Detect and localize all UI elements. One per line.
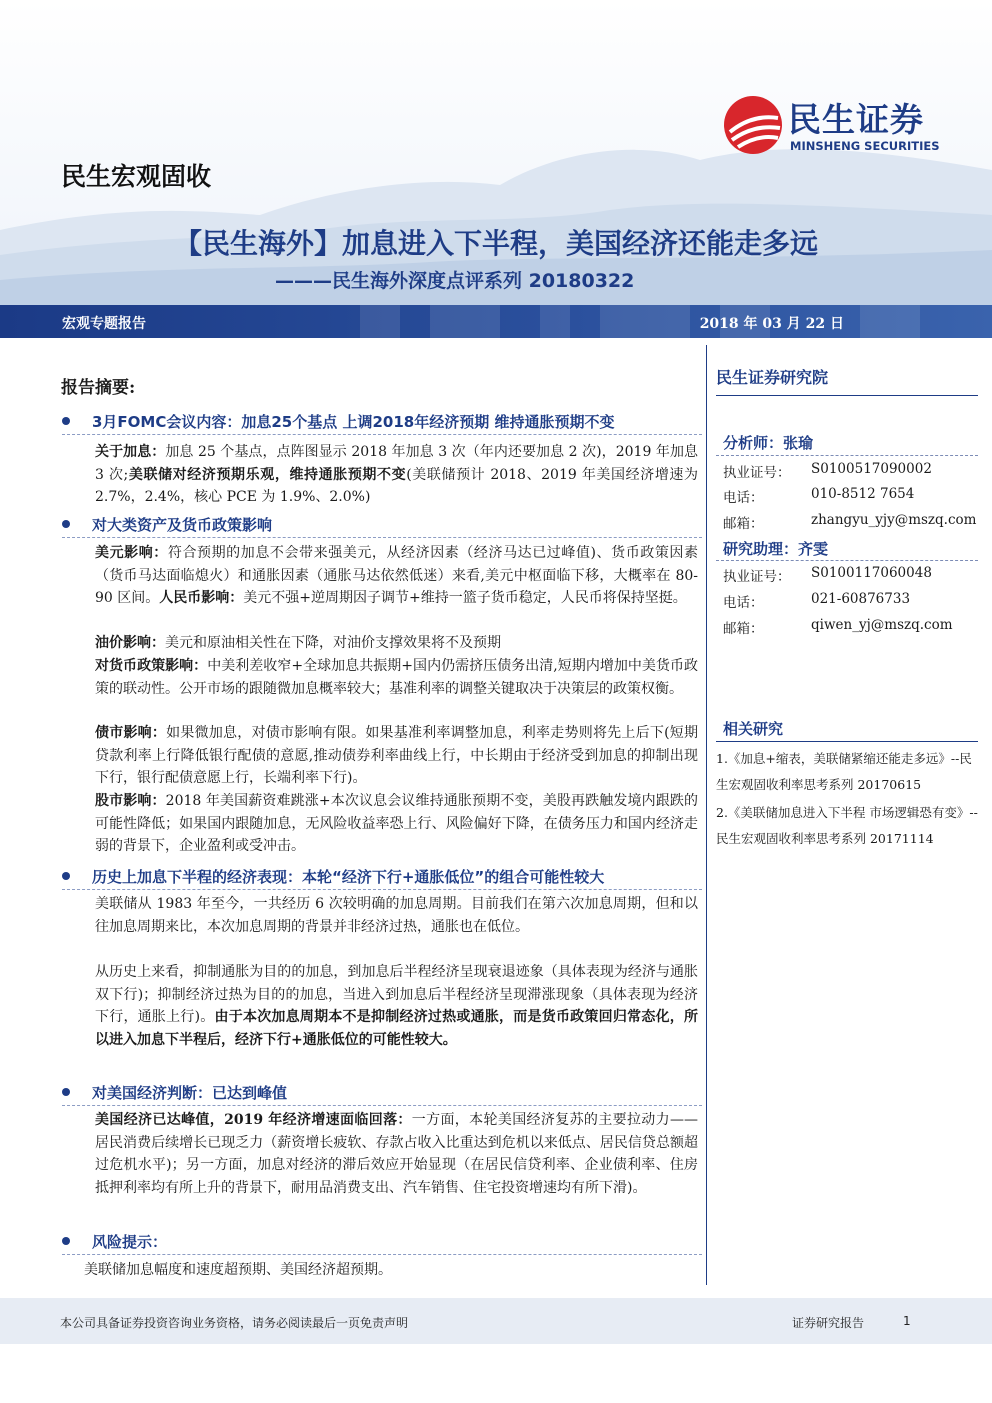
paragraph: 对货币政策影响：中美利差收窄+全球加息共振期+国内仍需挤压债务出清,短期内增加中美货币政策的联动性。公开市场的跟随微加息概率较大；基准利率的调整关键取决于决策层的政策权衡。 (95, 658, 698, 697)
paragraph: 从历史上来看，抑制通胀为目的的加息，到加息后半程经济呈现衰退迹象（具体表现为经济与通胀双下行)；抑制经济过热为目的的加息，当进入到加息后半程经济呈现滞涨现象（具体表现为经济下行，通胀上行)。由于本次加息周期本不是抑制经济过热或通胀，而是货币政策回归常态化，所以进入加息下半程后，经济下行+通胀低位的可能性较大。 (95, 964, 699, 1049)
paragraph: 油价影响：美元和原油相关性在下降，对油价支撑效果将不及预期 (95, 635, 501, 651)
paragraph: 美联储从 1983 年至今，一共经历 6 次较明确的加息周期。目前我们在第六次加息周期，但和以往加息周期来比，本次加息周期的背景并非经济过热，通胀也在低位。 (95, 896, 698, 935)
related-research-title: 相关研究 (723, 720, 784, 738)
logo-mark-icon (722, 94, 784, 156)
paragraph: 美联储加息幅度和速度超预期、美国经济超预期。 (84, 1262, 392, 1278)
bullet-icon (62, 1237, 70, 1245)
summary-label: 报告摘要: (61, 378, 136, 398)
paragraph: 美元影响：符合预期的加息不会带来强美元，从经济因素（经济马达已过峰值)、货币政策因素（货币马达面临熄火）和通胀因素（通胀马达依然低迷）来看,美元中枢面临下移，大概率在 80-90 区间。人民币影响：美元不强+逆周期因子调节+维持一篮子货币稳定，人民币将保持坚挺。 (95, 545, 698, 607)
column-divider (706, 345, 707, 1285)
related-item[interactable]: 2.《美联储加息进入下半程 市场逻辑恐有变》--民生宏观固收利率思考系列 20171114 (716, 805, 978, 846)
institute-name: 民生证券研究院 (716, 368, 829, 387)
logo-english-name: MINSHENG SECURITIES (790, 139, 940, 153)
report-date: 2018 年 03 月 22 日 (699, 316, 844, 332)
paragraph: 美国经济已达峰值，2019 年经济增速面临回落：一方面，本轮美国经济复苏的主要拉动力——居民消费后续增长已现乏力（薪资增长疲软、存款占收入比重达到危机以来低点、居民信贷总额超过危机水平)；另一方面，加息对经济的滞后效应开始显现（在居民信贷利率、企业债利率、住房抵押利率均有所上升的背景下，耐用品消费支出、汽车销售、住宅投资增速均有所下滑)。 (95, 1112, 698, 1197)
footer-disclaimer: 本公司具备证券投资咨询业务资格，请务必阅读最后一页免责声明 (60, 1316, 409, 1330)
report-type: 宏观专题报告 (62, 316, 146, 332)
bullet-icon (62, 872, 70, 880)
report-info-bar (0, 305, 992, 338)
bullet-icon (62, 1088, 70, 1096)
bullet-icon (62, 417, 70, 425)
footer-label: 证券研究报告 (792, 1316, 865, 1330)
assistant-title: 研究助理：齐雯 (723, 540, 829, 558)
brand-line: 民生宏观固收 (61, 162, 212, 191)
paragraph: 债市影响：如果微加息，对债市影响有限。如果基准利率调整加息，利率走势则将先上后下(短期贷款利率上行降低银行配债的意愿,推动债券利率曲线上行，中长期由于经济受到加息的抑制出现下行，银行配债意愿上行，长端利率下行)。 (95, 725, 698, 787)
paragraph: 股市影响：2018 年美国薪资难跳涨+本次议息会议维持通胀预期不变，美股再跌触发境内跟跌的可能性降低；如果国内跟随加息，无风险收益率恐上行、风险偏好下降，在债务压力和国内经济走弱的背景下，企业盈利或受冲击。 (95, 793, 699, 855)
company-logo (722, 92, 962, 162)
section-heading-text: 3月FOMC会议内容：加息25个基点 上调2018年经济预期 维持通胀预期不变 (92, 413, 615, 431)
report-subtitle: ———民生海外深度点评系列 20180322 (275, 270, 635, 292)
report-title: 【民生海外】加息进入下半程，美国经济还能走多远 (173, 227, 818, 260)
section-heading-text: 风险提示： (92, 1233, 168, 1251)
bullet-icon (62, 520, 70, 528)
section-heading-text: 对美国经济判断：已达到峰值 (92, 1084, 288, 1102)
report-header (0, 0, 992, 310)
page-number: 1 (903, 1314, 911, 1328)
section-heading-text: 历史上加息下半程的经济表现：本轮“经济下行+通胀低位”的组合可能性较大 (92, 868, 605, 886)
logo-chinese-name: 民生证券 (788, 100, 924, 139)
related-item[interactable]: 1.《加息+缩表，美联储紧缩还能走多远》--民生宏观固收利率思考系列 20170615 (716, 751, 972, 792)
analyst-title: 分析师：张瑜 (723, 434, 814, 452)
paragraph: 关于加息：加息 25 个基点，点阵图显示 2018 年加息 3 次（年内还要加息 2 次)，2019 年加息 3 次;美联储对经济预期乐观，维持通胀预期不变(美联储预计 2018、2019 年美国经济增速为 2.7%，2.4%，核心 PCE 为 1.9%、2.0%) (95, 444, 699, 506)
section-heading-text: 对大类资产及货币政策影响 (92, 516, 273, 534)
page-footer (0, 1298, 992, 1344)
